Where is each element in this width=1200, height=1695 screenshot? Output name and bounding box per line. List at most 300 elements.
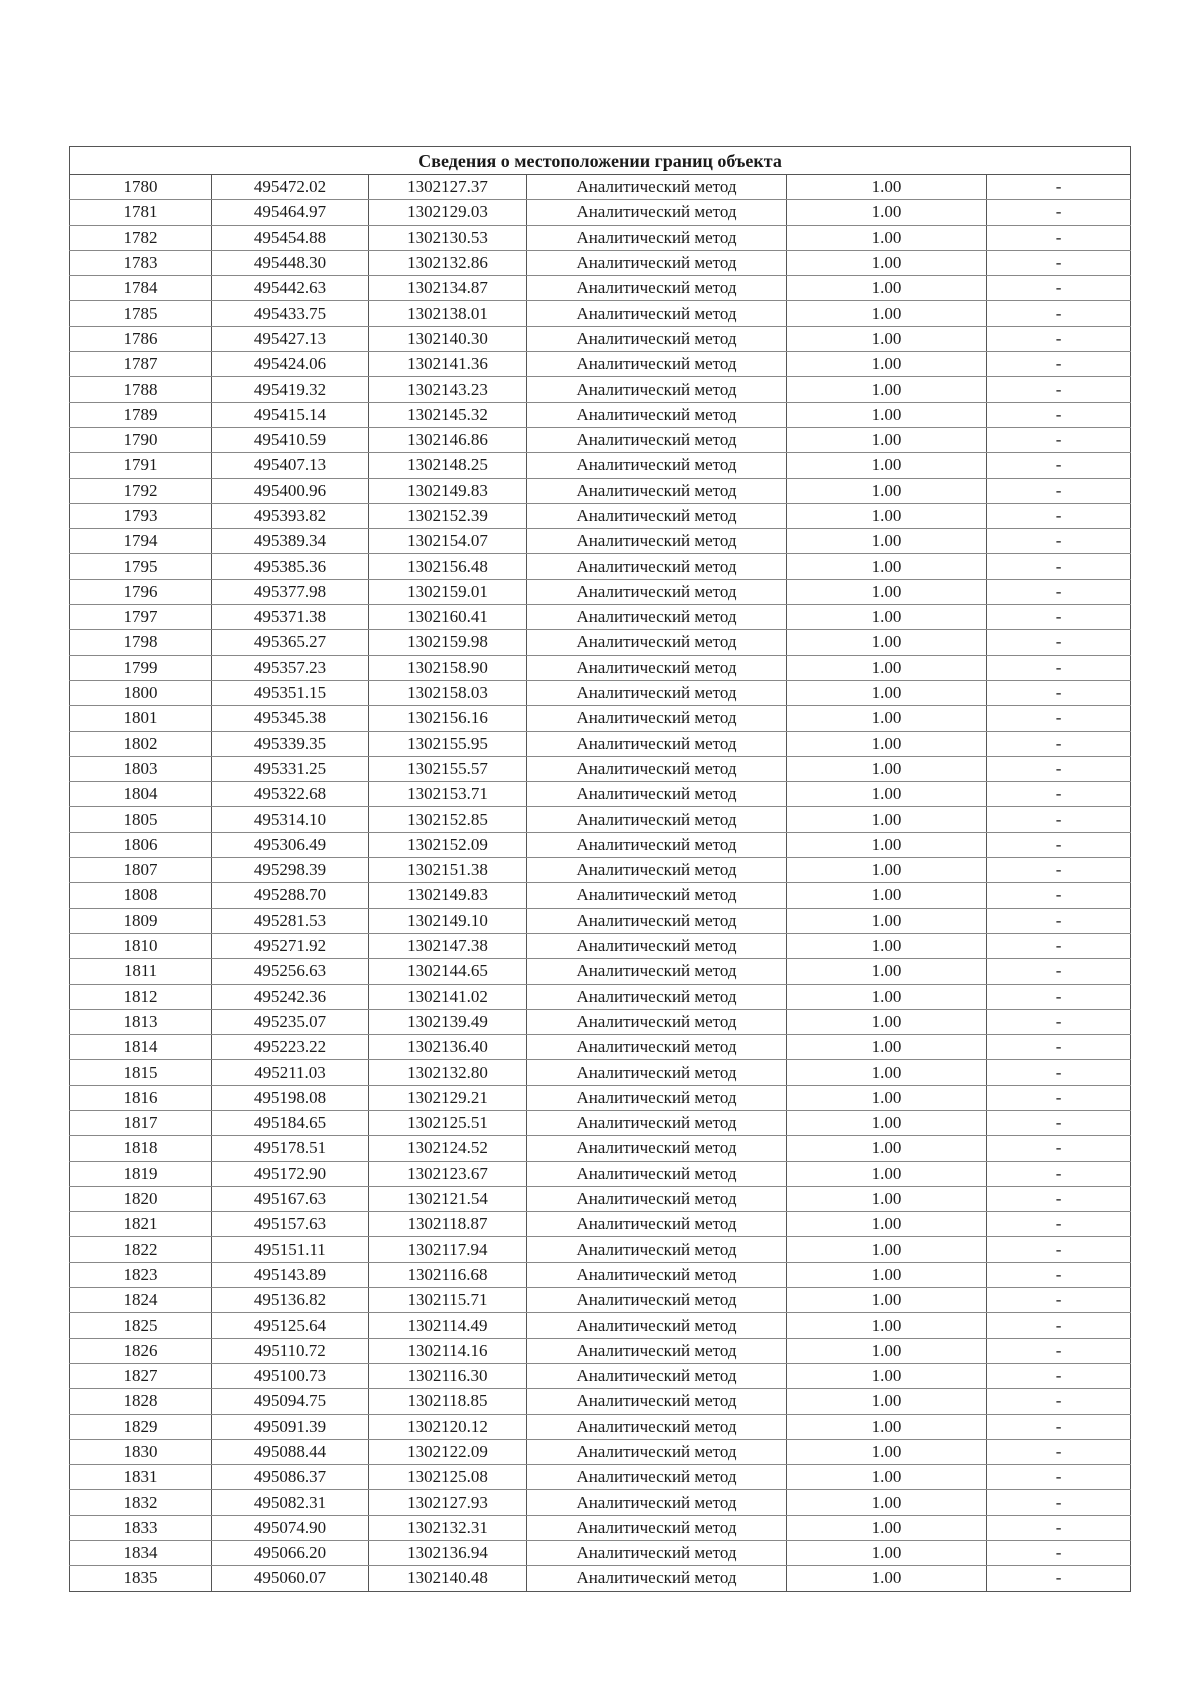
y-coordinate-cell: 1302146.86 — [369, 427, 527, 452]
point-number-cell: 1822 — [70, 1237, 212, 1262]
y-coordinate-cell: 1302158.03 — [369, 680, 527, 705]
point-number-cell: 1810 — [70, 933, 212, 958]
y-coordinate-cell: 1302156.48 — [369, 554, 527, 579]
description-cell: - — [987, 579, 1131, 604]
accuracy-cell: 1.00 — [787, 1465, 987, 1490]
point-number-cell: 1783 — [70, 250, 212, 275]
point-number-cell: 1789 — [70, 402, 212, 427]
table-row — [70, 250, 1131, 275]
description-cell: - — [987, 1237, 1131, 1262]
point-number-cell: 1802 — [70, 731, 212, 756]
y-coordinate-cell: 1302159.98 — [369, 630, 527, 655]
point-number-cell: 1808 — [70, 883, 212, 908]
x-coordinate-cell: 495074.90 — [212, 1515, 369, 1540]
accuracy-cell: 1.00 — [787, 1212, 987, 1237]
point-number-cell: 1801 — [70, 706, 212, 731]
method-cell: Аналитический метод — [527, 1313, 787, 1338]
accuracy-cell: 1.00 — [787, 706, 987, 731]
description-cell: - — [987, 984, 1131, 1009]
method-cell: Аналитический метод — [527, 1490, 787, 1515]
table-row — [70, 883, 1131, 908]
table-row — [70, 1212, 1131, 1237]
table-row — [70, 731, 1131, 756]
method-cell: Аналитический метод — [527, 858, 787, 883]
accuracy-cell: 1.00 — [787, 782, 987, 807]
y-coordinate-cell: 1302154.07 — [369, 529, 527, 554]
accuracy-cell: 1.00 — [787, 453, 987, 478]
table-row — [70, 1060, 1131, 1085]
point-number-cell: 1807 — [70, 858, 212, 883]
x-coordinate-cell: 495472.02 — [212, 175, 369, 200]
point-number-cell: 1785 — [70, 301, 212, 326]
accuracy-cell: 1.00 — [787, 579, 987, 604]
description-cell: - — [987, 756, 1131, 781]
accuracy-cell: 1.00 — [787, 605, 987, 630]
y-coordinate-cell: 1302149.83 — [369, 883, 527, 908]
method-cell: Аналитический метод — [527, 200, 787, 225]
x-coordinate-cell: 495178.51 — [212, 1136, 369, 1161]
accuracy-cell: 1.00 — [787, 478, 987, 503]
description-cell: - — [987, 1186, 1131, 1211]
table-row — [70, 377, 1131, 402]
method-cell: Аналитический метод — [527, 1110, 787, 1135]
point-number-cell: 1829 — [70, 1414, 212, 1439]
x-coordinate-cell: 495427.13 — [212, 326, 369, 351]
point-number-cell: 1791 — [70, 453, 212, 478]
accuracy-cell: 1.00 — [787, 908, 987, 933]
method-cell: Аналитический метод — [527, 1465, 787, 1490]
accuracy-cell: 1.00 — [787, 832, 987, 857]
description-cell: - — [987, 352, 1131, 377]
x-coordinate-cell: 495306.49 — [212, 832, 369, 857]
accuracy-cell: 1.00 — [787, 1389, 987, 1414]
accuracy-cell: 1.00 — [787, 529, 987, 554]
accuracy-cell: 1.00 — [787, 1085, 987, 1110]
point-number-cell: 1814 — [70, 1035, 212, 1060]
description-cell: - — [987, 1313, 1131, 1338]
x-coordinate-cell: 495110.72 — [212, 1338, 369, 1363]
x-coordinate-cell: 495331.25 — [212, 756, 369, 781]
x-coordinate-cell: 495235.07 — [212, 1009, 369, 1034]
table-row — [70, 858, 1131, 883]
x-coordinate-cell: 495357.23 — [212, 655, 369, 680]
accuracy-cell: 1.00 — [787, 1009, 987, 1034]
method-cell: Аналитический метод — [527, 883, 787, 908]
description-cell: - — [987, 1515, 1131, 1540]
x-coordinate-cell: 495167.63 — [212, 1186, 369, 1211]
x-coordinate-cell: 495400.96 — [212, 478, 369, 503]
y-coordinate-cell: 1302156.16 — [369, 706, 527, 731]
table-row — [70, 1566, 1131, 1591]
method-cell: Аналитический метод — [527, 427, 787, 452]
y-coordinate-cell: 1302132.31 — [369, 1515, 527, 1540]
accuracy-cell: 1.00 — [787, 959, 987, 984]
description-cell: - — [987, 1262, 1131, 1287]
description-cell: - — [987, 706, 1131, 731]
y-coordinate-cell: 1302138.01 — [369, 301, 527, 326]
y-coordinate-cell: 1302118.87 — [369, 1212, 527, 1237]
description-cell: - — [987, 175, 1131, 200]
description-cell: - — [987, 402, 1131, 427]
method-cell: Аналитический метод — [527, 1035, 787, 1060]
description-cell: - — [987, 250, 1131, 275]
x-coordinate-cell: 495433.75 — [212, 301, 369, 326]
x-coordinate-cell: 495281.53 — [212, 908, 369, 933]
point-number-cell: 1834 — [70, 1541, 212, 1566]
accuracy-cell: 1.00 — [787, 402, 987, 427]
table-row — [70, 175, 1131, 200]
table-row — [70, 529, 1131, 554]
y-coordinate-cell: 1302141.36 — [369, 352, 527, 377]
y-coordinate-cell: 1302115.71 — [369, 1288, 527, 1313]
point-number-cell: 1826 — [70, 1338, 212, 1363]
table-row — [70, 579, 1131, 604]
method-cell: Аналитический метод — [527, 1363, 787, 1388]
point-number-cell: 1782 — [70, 225, 212, 250]
method-cell: Аналитический метод — [527, 1060, 787, 1085]
method-cell: Аналитический метод — [527, 933, 787, 958]
y-coordinate-cell: 1302120.12 — [369, 1414, 527, 1439]
description-cell: - — [987, 832, 1131, 857]
table-row — [70, 1085, 1131, 1110]
table-row — [70, 1110, 1131, 1135]
accuracy-cell: 1.00 — [787, 1186, 987, 1211]
y-coordinate-cell: 1302139.49 — [369, 1009, 527, 1034]
description-cell: - — [987, 782, 1131, 807]
table-title: Сведения о местоположении границ объекта — [70, 147, 1131, 175]
description-cell: - — [987, 225, 1131, 250]
x-coordinate-cell: 495242.36 — [212, 984, 369, 1009]
point-number-cell: 1821 — [70, 1212, 212, 1237]
y-coordinate-cell: 1302153.71 — [369, 782, 527, 807]
x-coordinate-cell: 495211.03 — [212, 1060, 369, 1085]
description-cell: - — [987, 453, 1131, 478]
accuracy-cell: 1.00 — [787, 984, 987, 1009]
accuracy-cell: 1.00 — [787, 807, 987, 832]
method-cell: Аналитический метод — [527, 1566, 787, 1591]
point-number-cell: 1795 — [70, 554, 212, 579]
y-coordinate-cell: 1302140.30 — [369, 326, 527, 351]
method-cell: Аналитический метод — [527, 250, 787, 275]
x-coordinate-cell: 495442.63 — [212, 276, 369, 301]
description-cell: - — [987, 908, 1131, 933]
description-cell: - — [987, 503, 1131, 528]
description-cell: - — [987, 933, 1131, 958]
x-coordinate-cell: 495091.39 — [212, 1414, 369, 1439]
method-cell: Аналитический метод — [527, 1262, 787, 1287]
y-coordinate-cell: 1302123.67 — [369, 1161, 527, 1186]
boundary-coordinates-table — [69, 146, 1131, 1592]
y-coordinate-cell: 1302127.93 — [369, 1490, 527, 1515]
x-coordinate-cell: 495322.68 — [212, 782, 369, 807]
accuracy-cell: 1.00 — [787, 1035, 987, 1060]
table-row — [70, 782, 1131, 807]
point-number-cell: 1833 — [70, 1515, 212, 1540]
description-cell: - — [987, 326, 1131, 351]
description-cell: - — [987, 731, 1131, 756]
description-cell: - — [987, 1288, 1131, 1313]
description-cell: - — [987, 1136, 1131, 1161]
y-coordinate-cell: 1302147.38 — [369, 933, 527, 958]
point-number-cell: 1832 — [70, 1490, 212, 1515]
method-cell: Аналитический метод — [527, 1338, 787, 1363]
description-cell: - — [987, 959, 1131, 984]
table-row — [70, 225, 1131, 250]
table-row — [70, 1186, 1131, 1211]
description-cell: - — [987, 680, 1131, 705]
method-cell: Аналитический метод — [527, 276, 787, 301]
x-coordinate-cell: 495157.63 — [212, 1212, 369, 1237]
table-row — [70, 352, 1131, 377]
y-coordinate-cell: 1302152.85 — [369, 807, 527, 832]
table-row — [70, 1288, 1131, 1313]
y-coordinate-cell: 1302152.09 — [369, 832, 527, 857]
accuracy-cell: 1.00 — [787, 756, 987, 781]
table-row — [70, 1515, 1131, 1540]
y-coordinate-cell: 1302144.65 — [369, 959, 527, 984]
description-cell: - — [987, 858, 1131, 883]
accuracy-cell: 1.00 — [787, 731, 987, 756]
y-coordinate-cell: 1302129.21 — [369, 1085, 527, 1110]
table-row — [70, 301, 1131, 326]
method-cell: Аналитический метод — [527, 655, 787, 680]
y-coordinate-cell: 1302125.08 — [369, 1465, 527, 1490]
description-cell: - — [987, 807, 1131, 832]
accuracy-cell: 1.00 — [787, 858, 987, 883]
accuracy-cell: 1.00 — [787, 352, 987, 377]
point-number-cell: 1806 — [70, 832, 212, 857]
point-number-cell: 1784 — [70, 276, 212, 301]
y-coordinate-cell: 1302148.25 — [369, 453, 527, 478]
accuracy-cell: 1.00 — [787, 1490, 987, 1515]
accuracy-cell: 1.00 — [787, 1363, 987, 1388]
table-row — [70, 1136, 1131, 1161]
x-coordinate-cell: 495082.31 — [212, 1490, 369, 1515]
point-number-cell: 1798 — [70, 630, 212, 655]
accuracy-cell: 1.00 — [787, 175, 987, 200]
description-cell: - — [987, 1490, 1131, 1515]
point-number-cell: 1811 — [70, 959, 212, 984]
point-number-cell: 1825 — [70, 1313, 212, 1338]
y-coordinate-cell: 1302149.83 — [369, 478, 527, 503]
x-coordinate-cell: 495198.08 — [212, 1085, 369, 1110]
y-coordinate-cell: 1302151.38 — [369, 858, 527, 883]
y-coordinate-cell: 1302117.94 — [369, 1237, 527, 1262]
x-coordinate-cell: 495393.82 — [212, 503, 369, 528]
x-coordinate-cell: 495385.36 — [212, 554, 369, 579]
method-cell: Аналитический метод — [527, 579, 787, 604]
table-row — [70, 503, 1131, 528]
x-coordinate-cell: 495066.20 — [212, 1541, 369, 1566]
table-row — [70, 1541, 1131, 1566]
method-cell: Аналитический метод — [527, 554, 787, 579]
point-number-cell: 1816 — [70, 1085, 212, 1110]
table-row — [70, 630, 1131, 655]
description-cell: - — [987, 605, 1131, 630]
x-coordinate-cell: 495454.88 — [212, 225, 369, 250]
y-coordinate-cell: 1302159.01 — [369, 579, 527, 604]
method-cell: Аналитический метод — [527, 756, 787, 781]
description-cell: - — [987, 1009, 1131, 1034]
y-coordinate-cell: 1302134.87 — [369, 276, 527, 301]
method-cell: Аналитический метод — [527, 1414, 787, 1439]
accuracy-cell: 1.00 — [787, 1439, 987, 1464]
x-coordinate-cell: 495351.15 — [212, 680, 369, 705]
accuracy-cell: 1.00 — [787, 554, 987, 579]
description-cell: - — [987, 1035, 1131, 1060]
table-row — [70, 1009, 1131, 1034]
x-coordinate-cell: 495339.35 — [212, 731, 369, 756]
description-cell: - — [987, 630, 1131, 655]
description-cell: - — [987, 1338, 1131, 1363]
y-coordinate-cell: 1302132.80 — [369, 1060, 527, 1085]
description-cell: - — [987, 1414, 1131, 1439]
point-number-cell: 1796 — [70, 579, 212, 604]
description-cell: - — [987, 554, 1131, 579]
table-row — [70, 832, 1131, 857]
point-number-cell: 1805 — [70, 807, 212, 832]
y-coordinate-cell: 1302118.85 — [369, 1389, 527, 1414]
x-coordinate-cell: 495271.92 — [212, 933, 369, 958]
method-cell: Аналитический метод — [527, 605, 787, 630]
method-cell: Аналитический метод — [527, 1288, 787, 1313]
y-coordinate-cell: 1302140.48 — [369, 1566, 527, 1591]
y-coordinate-cell: 1302136.40 — [369, 1035, 527, 1060]
point-number-cell: 1830 — [70, 1439, 212, 1464]
point-number-cell: 1835 — [70, 1566, 212, 1591]
point-number-cell: 1803 — [70, 756, 212, 781]
description-cell: - — [987, 883, 1131, 908]
point-number-cell: 1828 — [70, 1389, 212, 1414]
y-coordinate-cell: 1302114.16 — [369, 1338, 527, 1363]
x-coordinate-cell: 495407.13 — [212, 453, 369, 478]
point-number-cell: 1790 — [70, 427, 212, 452]
point-number-cell: 1818 — [70, 1136, 212, 1161]
x-coordinate-cell: 495094.75 — [212, 1389, 369, 1414]
y-coordinate-cell: 1302122.09 — [369, 1439, 527, 1464]
point-number-cell: 1819 — [70, 1161, 212, 1186]
point-number-cell: 1813 — [70, 1009, 212, 1034]
method-cell: Аналитический метод — [527, 1212, 787, 1237]
description-cell: - — [987, 1060, 1131, 1085]
x-coordinate-cell: 495125.64 — [212, 1313, 369, 1338]
accuracy-cell: 1.00 — [787, 1288, 987, 1313]
y-coordinate-cell: 1302127.37 — [369, 175, 527, 200]
y-coordinate-cell: 1302155.95 — [369, 731, 527, 756]
point-number-cell: 1815 — [70, 1060, 212, 1085]
y-coordinate-cell: 1302149.10 — [369, 908, 527, 933]
table-row — [70, 756, 1131, 781]
accuracy-cell: 1.00 — [787, 1237, 987, 1262]
x-coordinate-cell: 495086.37 — [212, 1465, 369, 1490]
method-cell: Аналитический метод — [527, 402, 787, 427]
accuracy-cell: 1.00 — [787, 225, 987, 250]
x-coordinate-cell: 495151.11 — [212, 1237, 369, 1262]
method-cell: Аналитический метод — [527, 1085, 787, 1110]
point-number-cell: 1800 — [70, 680, 212, 705]
x-coordinate-cell: 495136.82 — [212, 1288, 369, 1313]
point-number-cell: 1823 — [70, 1262, 212, 1287]
point-number-cell: 1809 — [70, 908, 212, 933]
x-coordinate-cell: 495060.07 — [212, 1566, 369, 1591]
method-cell: Аналитический метод — [527, 326, 787, 351]
x-coordinate-cell: 495377.98 — [212, 579, 369, 604]
x-coordinate-cell: 495365.27 — [212, 630, 369, 655]
accuracy-cell: 1.00 — [787, 1110, 987, 1135]
method-cell: Аналитический метод — [527, 1136, 787, 1161]
description-cell: - — [987, 301, 1131, 326]
description-cell: - — [987, 655, 1131, 680]
point-number-cell: 1787 — [70, 352, 212, 377]
table-row — [70, 200, 1131, 225]
point-number-cell: 1817 — [70, 1110, 212, 1135]
x-coordinate-cell: 495424.06 — [212, 352, 369, 377]
point-number-cell: 1831 — [70, 1465, 212, 1490]
table-row — [70, 326, 1131, 351]
x-coordinate-cell: 495314.10 — [212, 807, 369, 832]
point-number-cell: 1794 — [70, 529, 212, 554]
table-row — [70, 478, 1131, 503]
accuracy-cell: 1.00 — [787, 630, 987, 655]
accuracy-cell: 1.00 — [787, 326, 987, 351]
y-coordinate-cell: 1302152.39 — [369, 503, 527, 528]
method-cell: Аналитический метод — [527, 782, 787, 807]
table-row — [70, 680, 1131, 705]
description-cell: - — [987, 1566, 1131, 1591]
accuracy-cell: 1.00 — [787, 276, 987, 301]
point-number-cell: 1797 — [70, 605, 212, 630]
accuracy-cell: 1.00 — [787, 1161, 987, 1186]
table-row — [70, 706, 1131, 731]
y-coordinate-cell: 1302116.68 — [369, 1262, 527, 1287]
accuracy-cell: 1.00 — [787, 1136, 987, 1161]
y-coordinate-cell: 1302121.54 — [369, 1186, 527, 1211]
table-row — [70, 402, 1131, 427]
table-row — [70, 984, 1131, 1009]
method-cell: Аналитический метод — [527, 1515, 787, 1540]
method-cell: Аналитический метод — [527, 1439, 787, 1464]
method-cell: Аналитический метод — [527, 529, 787, 554]
x-coordinate-cell: 495410.59 — [212, 427, 369, 452]
y-coordinate-cell: 1302155.57 — [369, 756, 527, 781]
table-row — [70, 807, 1131, 832]
accuracy-cell: 1.00 — [787, 1515, 987, 1540]
table-row — [70, 655, 1131, 680]
accuracy-cell: 1.00 — [787, 1541, 987, 1566]
method-cell: Аналитический метод — [527, 832, 787, 857]
x-coordinate-cell: 495371.38 — [212, 605, 369, 630]
x-coordinate-cell: 495345.38 — [212, 706, 369, 731]
table-row — [70, 1465, 1131, 1490]
description-cell: - — [987, 1110, 1131, 1135]
method-cell: Аналитический метод — [527, 959, 787, 984]
description-cell: - — [987, 200, 1131, 225]
description-cell: - — [987, 276, 1131, 301]
method-cell: Аналитический метод — [527, 706, 787, 731]
method-cell: Аналитический метод — [527, 630, 787, 655]
point-number-cell: 1792 — [70, 478, 212, 503]
point-number-cell: 1788 — [70, 377, 212, 402]
x-coordinate-cell: 495464.97 — [212, 200, 369, 225]
x-coordinate-cell: 495448.30 — [212, 250, 369, 275]
y-coordinate-cell: 1302145.32 — [369, 402, 527, 427]
accuracy-cell: 1.00 — [787, 883, 987, 908]
accuracy-cell: 1.00 — [787, 1313, 987, 1338]
table-row — [70, 453, 1131, 478]
point-number-cell: 1824 — [70, 1288, 212, 1313]
table-row — [70, 1363, 1131, 1388]
accuracy-cell: 1.00 — [787, 933, 987, 958]
